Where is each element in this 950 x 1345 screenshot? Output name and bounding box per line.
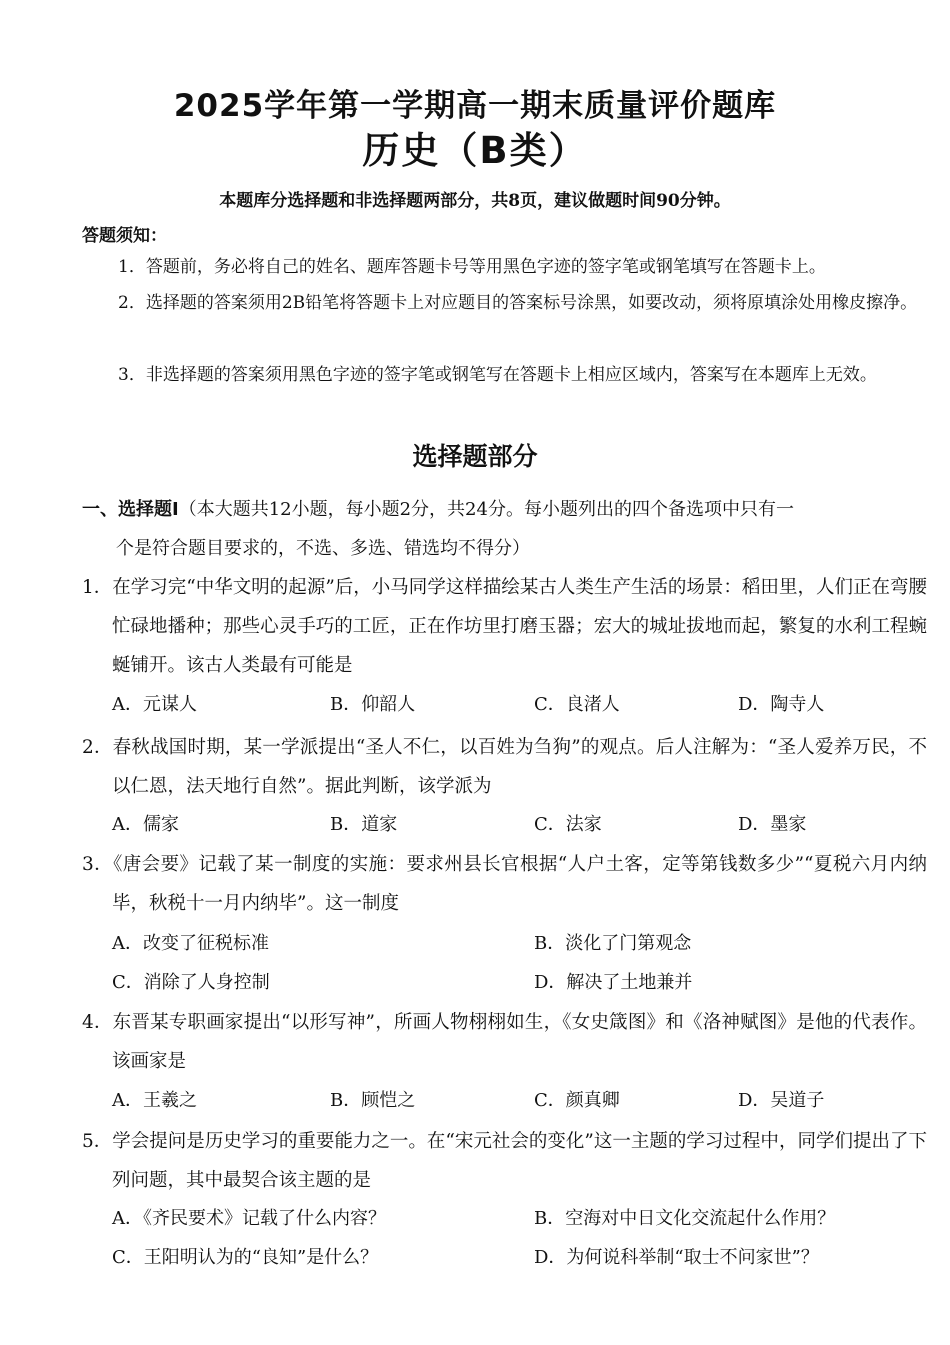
notice-heading: 答题须知： (82, 226, 167, 246)
notice-item-3: 3．非选择题的答案须用黑色字迹的签字笔或钢笔写在答题卡上相应区域内，答案写在本题库上无效。 (118, 365, 877, 385)
question-5-option-b: B．空海对中日文化交流起什么作用？ (534, 1208, 836, 1229)
question-4-option-b: B．顾恺之 (330, 1090, 416, 1111)
question-3-option-a: A．改变了征税标准 (112, 933, 269, 954)
question-3-stem: 3．《唐会要》记载了某一制度的实施：要求州县长官根据“人户土客，定等第钱数多少”“夏税六月内纳毕，秋税十一月内纳毕”。这一制度 (82, 854, 927, 914)
question-4-option-c: C．颜真卿 (534, 1090, 620, 1111)
question-2-option-b: B．道家 (330, 814, 398, 835)
question-5-option-d: D．为何说科举制“取士不问家世”？ (534, 1247, 819, 1268)
question-4-stem: 4．东晋某专职画家提出“以形写神”，所画人物栩栩如生，《女史箴图》和《洛神赋图》是他的代表作。该画家是 (82, 1012, 927, 1072)
section-title: 选择题部分 (412, 442, 538, 471)
question-4-option-a: A．王羲之 (112, 1090, 197, 1111)
question-1-option-a: A．元谋人 (112, 694, 197, 715)
question-1-stem: 1．在学习完“中华文明的起源”后，小马同学这样描绘某古人类生产生活的场景：稻田里，人们正在弯腰忙碌地播种；那些心灵手巧的工匠，正在作坊里打磨玉器；宏大的城址拔地而起，繁复的水利工程蜿蜒铺开。该古人类最有可能是 (82, 577, 927, 676)
notice-item-2: 2．选择题的答案须用2B铅笔将答题卡上对应题目的答案标号涂黑，如要改动，须将原填涂处用橡皮擦净。 (118, 293, 918, 313)
question-1-option-b: B．仰韶人 (330, 694, 416, 715)
part1-desc-line1: （本大题共12小题，每小题2分，共24分。每小题列出的四个备选项中只有一 (178, 499, 794, 520)
subject-title: 历史（B类） (362, 129, 588, 172)
question-1 (82, 568, 927, 685)
question-5-option-a: A．《齐民要术》记载了什么内容？ (112, 1208, 386, 1229)
question-1-option-c: C．良渚人 (534, 694, 620, 715)
part1-header (82, 490, 927, 568)
notice-item-1: 1．答题前，务必将自己的姓名、题库答题卡号等用黑色字迹的签字笔或钢笔填写在答题卡上。 (118, 257, 826, 277)
question-1-option-d: D．陶寺人 (738, 694, 825, 715)
question-2-option-d: D．墨家 (738, 814, 807, 835)
question-4 (82, 1003, 927, 1081)
question-3-option-b: B．淡化了门第观念 (534, 933, 692, 954)
question-5-option-c: C．王阳明认为的“良知”是什么？ (112, 1247, 379, 1268)
question-2 (82, 728, 927, 806)
exam-title: 2025学年第一学期高一期末质量评价题库 (173, 88, 777, 124)
question-2-option-c: C．法家 (534, 814, 602, 835)
question-2-stem: 2．春秋战国时期，某一学派提出“圣人不仁，以百姓为刍狗”的观点。后人注解为：“圣人爱养万民，不以仁恩，法天地行自然”。据此判断，该学派为 (82, 737, 927, 797)
question-3 (82, 845, 927, 923)
question-2-option-a: A．儒家 (112, 814, 179, 835)
question-5-stem: 5．学会提问是历史学习的重要能力之一。在“宋元社会的变化”这一主题的学习过程中，同学们提出了下列问题，其中最契合该主题的是 (82, 1131, 927, 1191)
part1-desc-line2: 个是符合题目要求的，不选、多选、错选均不得分） (116, 538, 530, 559)
question-4-option-d: D．吴道子 (738, 1090, 825, 1111)
question-5 (82, 1122, 927, 1200)
question-3-option-c: C．消除了人身控制 (112, 972, 270, 993)
part1-heading: 一、选择题Ⅰ (82, 499, 179, 520)
exam-intro: 本题库分选择题和非选择题两部分，共8页，建议做题时间90分钟。 (219, 191, 731, 211)
question-3-option-d: D．解决了土地兼并 (534, 972, 693, 993)
